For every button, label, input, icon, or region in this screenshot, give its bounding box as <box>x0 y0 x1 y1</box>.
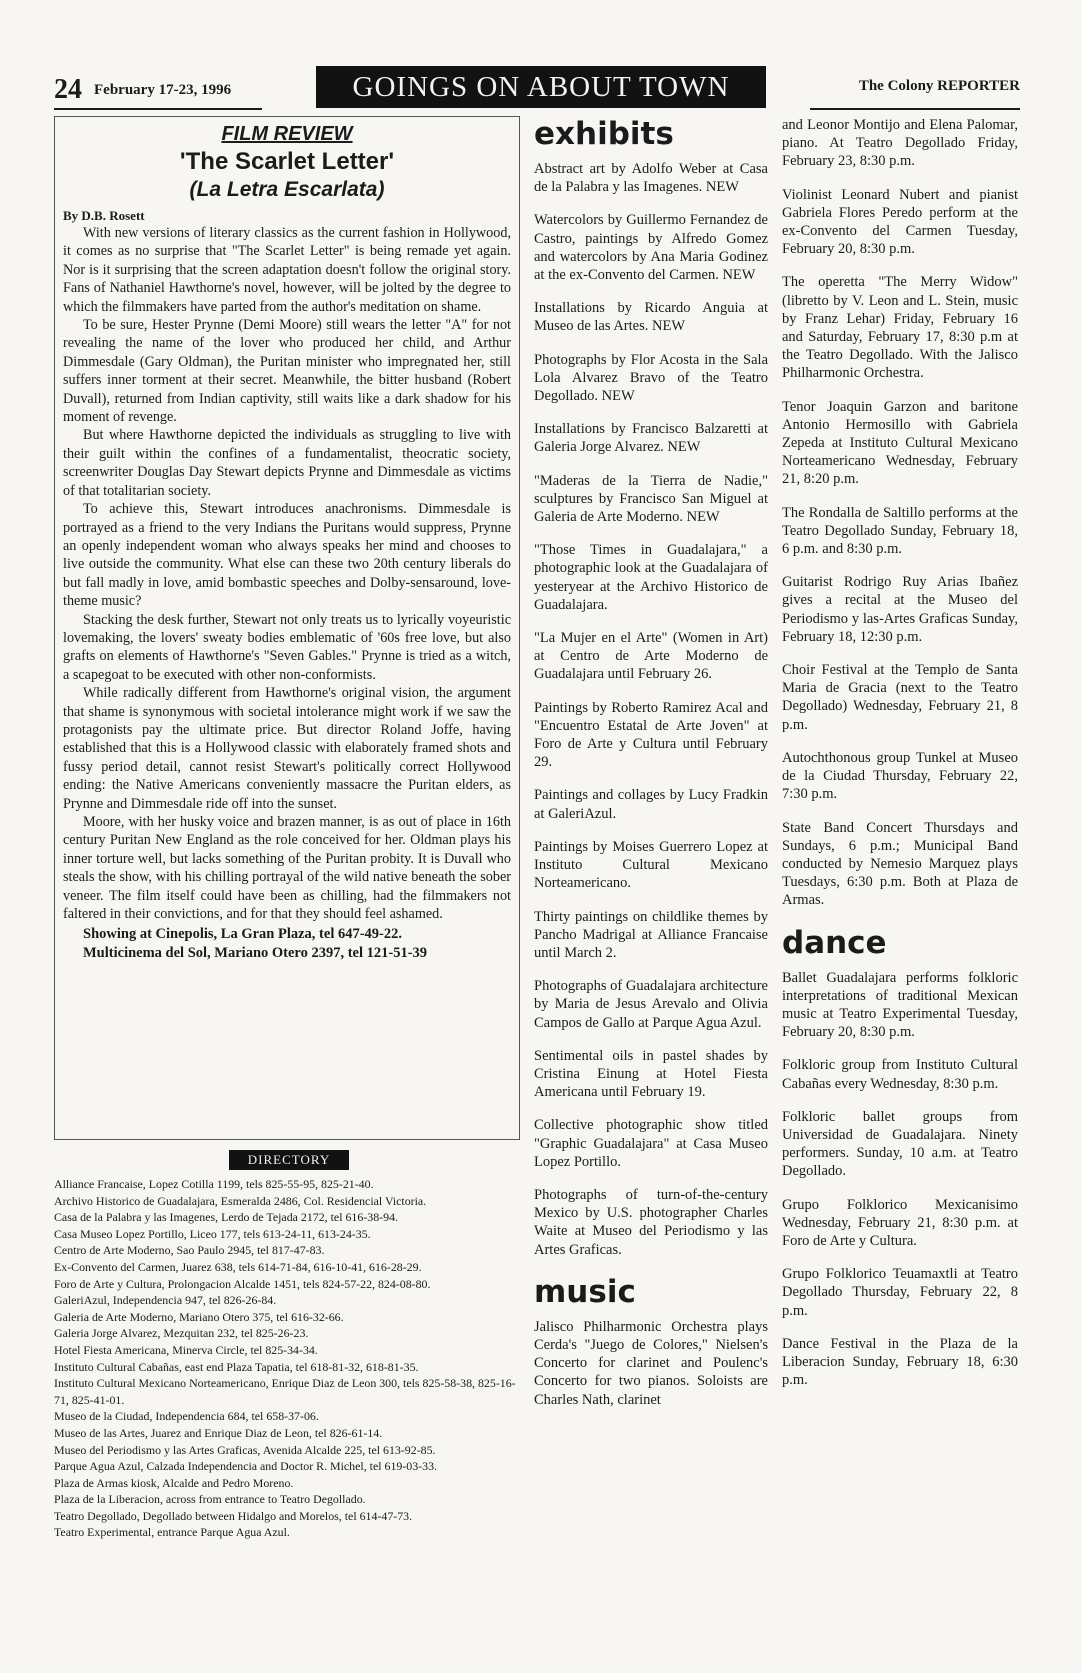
music-item: Choir Festival at the Templo de Santa Maria de Gracia (next to the Teatro Degollado) Wednesday, February 21, 8 p.m. <box>782 662 1018 733</box>
directory-entry: Teatro Experimental, entrance Parque Agua Azul. <box>54 1525 290 1540</box>
music-item: Jalisco Philharmonic Orchestra plays Cerda's "Juego de Colores," Nielsen's Concerto for clarinet and Poulenc's Concerto for two pianos. Soloists are Charles Nath, clarinet <box>534 1318 768 1408</box>
exhibits-column <box>534 116 768 1424</box>
directory-entry: Archivo Historico de Guadalajara, Esmeralda 2486, Col. Residencial Victoria. <box>54 1193 427 1208</box>
issue-date: February 17-23, 1996 <box>94 82 232 98</box>
review-paragraph: Stacking the desk further, Stewart not only treats us to lyrically voyeuristic lovemaking, the lovers' sweaty bodies emblematic of '60s free love, but also grafts on elements of Hawthorne's "Seven Gables." Prynne is tried as a witch, a scapegoat to be executed with other non-conformists. <box>63 611 511 683</box>
music-item: The Rondalla de Saltillo performs at the Teatro Degollado Sunday, February 18, 6 p.m. and 8:30 p.m. <box>782 504 1018 558</box>
music-dance-column <box>782 116 1018 1404</box>
directory <box>54 1150 520 1541</box>
dance-item: Grupo Folklorico Mexicanisimo Wednesday, February 21, 8:30 p.m. at Foro de Arte y Cultura. <box>782 1196 1018 1249</box>
directory-title: DIRECTORY <box>229 1150 349 1170</box>
music-item: Autochthonous group Tunkel at Museo de la Ciudad Thursday, February 22, 7:30 p.m. <box>782 749 1018 803</box>
directory-entry: Hotel Fiesta Americana, Minerva Circle, tel 825-34-34. <box>54 1342 318 1357</box>
music-item: Guitarist Rodrigo Ruy Arias Ibañez gives a recital at the Museo del Periodismo y las-Artes Graficas Sunday, February 18, 12:30 p.m. <box>782 574 1018 645</box>
exhibit-item: Sentimental oils in pastel shades by Cristina Einung at Hotel Fiesta Americana until February 19. <box>534 1047 768 1101</box>
review-body <box>63 224 511 923</box>
review-paragraph: To be sure, Hester Prynne (Demi Moore) still wears the letter "A" for not revealing the name of the lover who produced her child, and Arthur Dimmesdale (Gary Oldman), the Puritan minister who impregnated her, still suffers inner torment at their secret. Meanwhile, the bitter husband (Robert Duvall), returned from Indian captivity, still waits like a dark shadow for his moment of revenge. <box>63 317 511 426</box>
exhibit-item: Watercolors by Guillermo Fernandez de Castro, paintings by Alfredo Gomez and watercolors by Ana Maria Godinez at the ex-Convento del Carmen. NEW <box>534 212 768 284</box>
review-subtitle: (La Letra Escarlata) <box>189 178 385 201</box>
section-banner: GOINGS ON ABOUT TOWN <box>316 66 766 108</box>
dance-item: Grupo Folklorico Teuamaxtli at Teatro Degollado Thursday, February 22, 8 p.m. <box>782 1266 1018 1319</box>
film-review-box <box>54 116 520 1140</box>
directory-entry: Foro de Arte y Cultura, Prolongacion Alcalde 1451, tels 824-57-22, 824-08-80. <box>54 1276 431 1291</box>
review-paragraph: To achieve this, Stewart introduces anachronisms. Dimmesdale is portrayed as a friend to the very Indians the Puritans would suppress, Prynne an openly independent woman who always speaks her mind and chooses to live outside the community. What else can these two 20th century liberals do but fall madly in love, amid bombastic speeches and Dolby-sensaround, love-theme music? <box>63 501 511 610</box>
exhibit-item: Photographs of turn-of-the-century Mexico by U.S. photographer Charles Waite at Museo del Periodismo y las Artes Graficas. <box>534 1186 768 1258</box>
review-paragraph: But where Hawthorne depicted the individuals as struggling to live with their guilt within the confines of a fundamentalist, theocratic society, screenwriter Douglas Day Stewart depicts Prynne and Dimmesdale as victims of that totalitarian society. <box>63 427 511 499</box>
music-heading: music <box>534 1273 636 1310</box>
directory-entry: Centro de Arte Moderno, Sao Paulo 2945, tel 817-47-83. <box>54 1243 325 1258</box>
review-title: 'The Scarlet Letter' <box>179 148 395 175</box>
directory-entry: Museo de la Ciudad, Independencia 684, tel 658-37-06. <box>54 1409 319 1424</box>
header-rule-left <box>54 108 262 110</box>
dance-item: Folkloric ballet groups from Universidad de Guadalajara. Ninety performers. Sunday, 10 a.m. at Teatro Degollado. <box>782 1108 1018 1180</box>
review-kicker: FILM REVIEW <box>221 123 353 145</box>
exhibits-heading: exhibits <box>534 116 674 152</box>
exhibit-item: "Those Times in Guadalajara," a photographic look at the Guadalajara of yesteryear at the Archivo Historico de Guadalajara. <box>534 542 768 613</box>
directory-entry: Plaza de la Liberacion, across from entrance to Teatro Degollado. <box>54 1492 366 1507</box>
exhibit-item: Photographs by Flor Acosta in the Sala Lola Alvarez Bravo of the Teatro Degollado. NEW <box>534 351 768 405</box>
directory-entry: Galeria de Arte Moderno, Mariano Otero 375, tel 616-32-66. <box>54 1309 344 1324</box>
directory-entry: Galeria Jorge Alvarez, Mezquitan 232, tel 825-26-23. <box>54 1326 309 1341</box>
music-item: Tenor Joaquin Garzon and baritone Antonio Hermosillo with Gabriela Zepeda at Instituto Cultural Mexicano Norteamericano Wednesday, February 21, 8:20 p.m. <box>782 398 1018 488</box>
exhibit-item: Paintings and collages by Lucy Fradkin at GaleriAzul. <box>534 787 768 822</box>
review-showing <box>63 925 511 963</box>
exhibit-item: Abstract art by Adolfo Weber at Casa de la Palabra y las Imagenes. NEW <box>534 161 768 196</box>
review-paragraph: With new versions of literary classics as the current fashion in Hollywood, it comes as no surprise that "The Scarlet Letter" is being remade yet again. Nor is it surprising that the screen adaptation doesn't follow the original story. Fans of Nathaniel Hawthorne's novel, however, will be jolted by the degree to which the filmmakers have parted from the author's meditation on shame. <box>63 225 511 315</box>
music-item: Violinist Leonard Nubert and pianist Gabriela Flores Peredo perform at the ex-Convento del Carmen Tuesday, February 20, 8:30 p.m. <box>782 186 1018 258</box>
exhibit-item: Paintings by Roberto Ramirez Acal and "Encuentro Estatal de Arte Joven" at Foro de Arte y Cultura until February 29. <box>534 699 768 771</box>
review-byline: By D.B. Rosett <box>63 208 145 223</box>
directory-entry: Casa Museo Lopez Portillo, Liceo 177, tels 613-24-11, 613-24-35. <box>54 1226 371 1241</box>
exhibit-item: Thirty paintings on childlike themes by Pancho Madrigal at Alliance Francaise until March 2. <box>534 908 768 961</box>
music-item: and Leonor Montijo and Elena Palomar, piano. At Teatro Degollado Friday, February 23, 8:30 p.m. <box>782 117 1018 170</box>
exhibit-item: "Maderas de la Tierra de Nadie," sculptures by Francisco San Miguel at Galeria de Arte Moderno. NEW <box>534 472 768 526</box>
directory-entry: Ex-Convento del Carmen, Juarez 638, tels 614-71-84, 616-10-41, 616-28-29. <box>54 1259 422 1274</box>
music-item: The operetta "The Merry Widow"(libretto by V. Leon and L. Stein, music by Franz Lehar) Friday, February 16 and Saturday, February 17, 8:30 p.m at the Teatro Degollado. With the Jalisco Philharmonic Orchestra. <box>782 274 1018 382</box>
review-paragraph: While radically different from Hawthorne's original vision, the argument that shame is synonymous with societal intolerance might work if we saw the protagonists pay the ultimate price. But director Roland Joffe, having established that this is a Hollywood classic with elaborately framed shots and fussy period detail, cannot resist Stewart's politically correct Hollywood ending: the Native Americans conveniently massacre the Puritan elders, as Prynne and Dimmesdale ride off into the sunset. <box>63 685 511 812</box>
directory-entry: Plaza de Armas kiosk, Alcalde and Pedro Moreno. <box>54 1475 294 1490</box>
page-number: 24 <box>54 74 82 105</box>
dance-item: Ballet Guadalajara performs folkloric interpretations of traditional Mexican music at Teatro Experimental Tuesday, February 20, 8:30 p.m. <box>782 969 1018 1041</box>
directory-entry: Teatro Degollado, Degollado between Hidalgo and Morelos, tel 614-47-73. <box>54 1508 413 1523</box>
page-header <box>54 66 1020 112</box>
directory-entry: Museo de las Artes, Juarez and Enrique Diaz de Leon, tel 826-61-14. <box>54 1425 383 1440</box>
music-item: State Band Concert Thursdays and Sundays, 6 p.m.; Municipal Band conducted by Nemesio Marquez plays Tuesdays, 6:30 p.m. Both at Plaza de Armas. <box>782 819 1018 909</box>
directory-entry: Instituto Cultural Cabañas, east end Plaza Tapatia, tel 618-81-32, 618-81-35. <box>54 1359 419 1374</box>
showing-line: Multicinema del Sol, Mariano Otero 2397, tel 121-51-39 <box>83 945 428 962</box>
exhibit-item: Installations by Ricardo Anguia at Museo de las Artes. NEW <box>534 300 768 335</box>
exhibit-item: Installations by Francisco Balzaretti at Galeria Jorge Alvarez. NEW <box>534 421 768 456</box>
exhibit-item: Paintings by Moises Guerrero Lopez at Instituto Cultural Mexicano Norteamericano. <box>534 838 768 892</box>
paper-name: The Colony REPORTER <box>858 78 1020 94</box>
dance-item: Folkloric group from Instituto Cultural Cabañas every Wednesday, 8:30 p.m. <box>782 1057 1018 1092</box>
dance-heading: dance <box>782 924 887 961</box>
directory-entry: Casa de la Palabra y las Imagenes, Lerdo de Tejada 2172, tel 616-38-94. <box>54 1210 398 1225</box>
directory-entry: Instituto Cultural Mexicano Norteamericano, Enrique Diaz de Leon 300, tels 825-58-38, 825-16-71, 825-41-01. <box>54 1376 516 1407</box>
directory-entry: GaleriAzul, Independencia 947, tel 826-26-84. <box>54 1293 277 1308</box>
showing-line: Showing at Cinepolis, La Gran Plaza, tel 647-49-22. <box>83 926 403 943</box>
exhibit-item: Photographs of Guadalajara architecture by Maria de Jesus Arevalo and Olivia Campos de Gallo at Parque Agua Azul. <box>534 978 768 1031</box>
header-rule-right <box>810 108 1020 110</box>
directory-entry: Museo del Periodismo y las Artes Graficas, Avenida Alcalde 225, tel 613-92-85. <box>54 1442 436 1457</box>
dance-item: Dance Festival in the Plaza de la Liberacion Sunday, February 18, 6:30 p.m. <box>782 1335 1018 1389</box>
directory-list <box>54 1176 520 1541</box>
review-paragraph: Moore, with her husky voice and brazen manner, is as out of place in 16th century Puritan New England as the role conceived for her. Oldman plays his inner torture well, but lacks something of the Puritan probity. It is Duvall who steals the show, with his chilling portrayal of the wild native beneath the sober veneer. The film itself could have been as chilling, had the filmmakers not faltered in their convictions, and for that they should feel ashamed. <box>63 814 511 923</box>
exhibit-item: "La Mujer en el Arte" (Women in Art) at Centro de Arte Moderno de Guadalajara until February 26. <box>534 630 768 683</box>
directory-entry: Parque Agua Azul, Calzada Independencia and Doctor R. Michel, tel 619-03-33. <box>54 1459 438 1474</box>
exhibit-item: Collective photographic show titled "Graphic Guadalajara" at Casa Museo Lopez Portillo. <box>534 1117 768 1170</box>
directory-entry: Alliance Francaise, Lopez Cotilla 1199, tels 825-55-95, 825-21-40. <box>54 1177 374 1191</box>
